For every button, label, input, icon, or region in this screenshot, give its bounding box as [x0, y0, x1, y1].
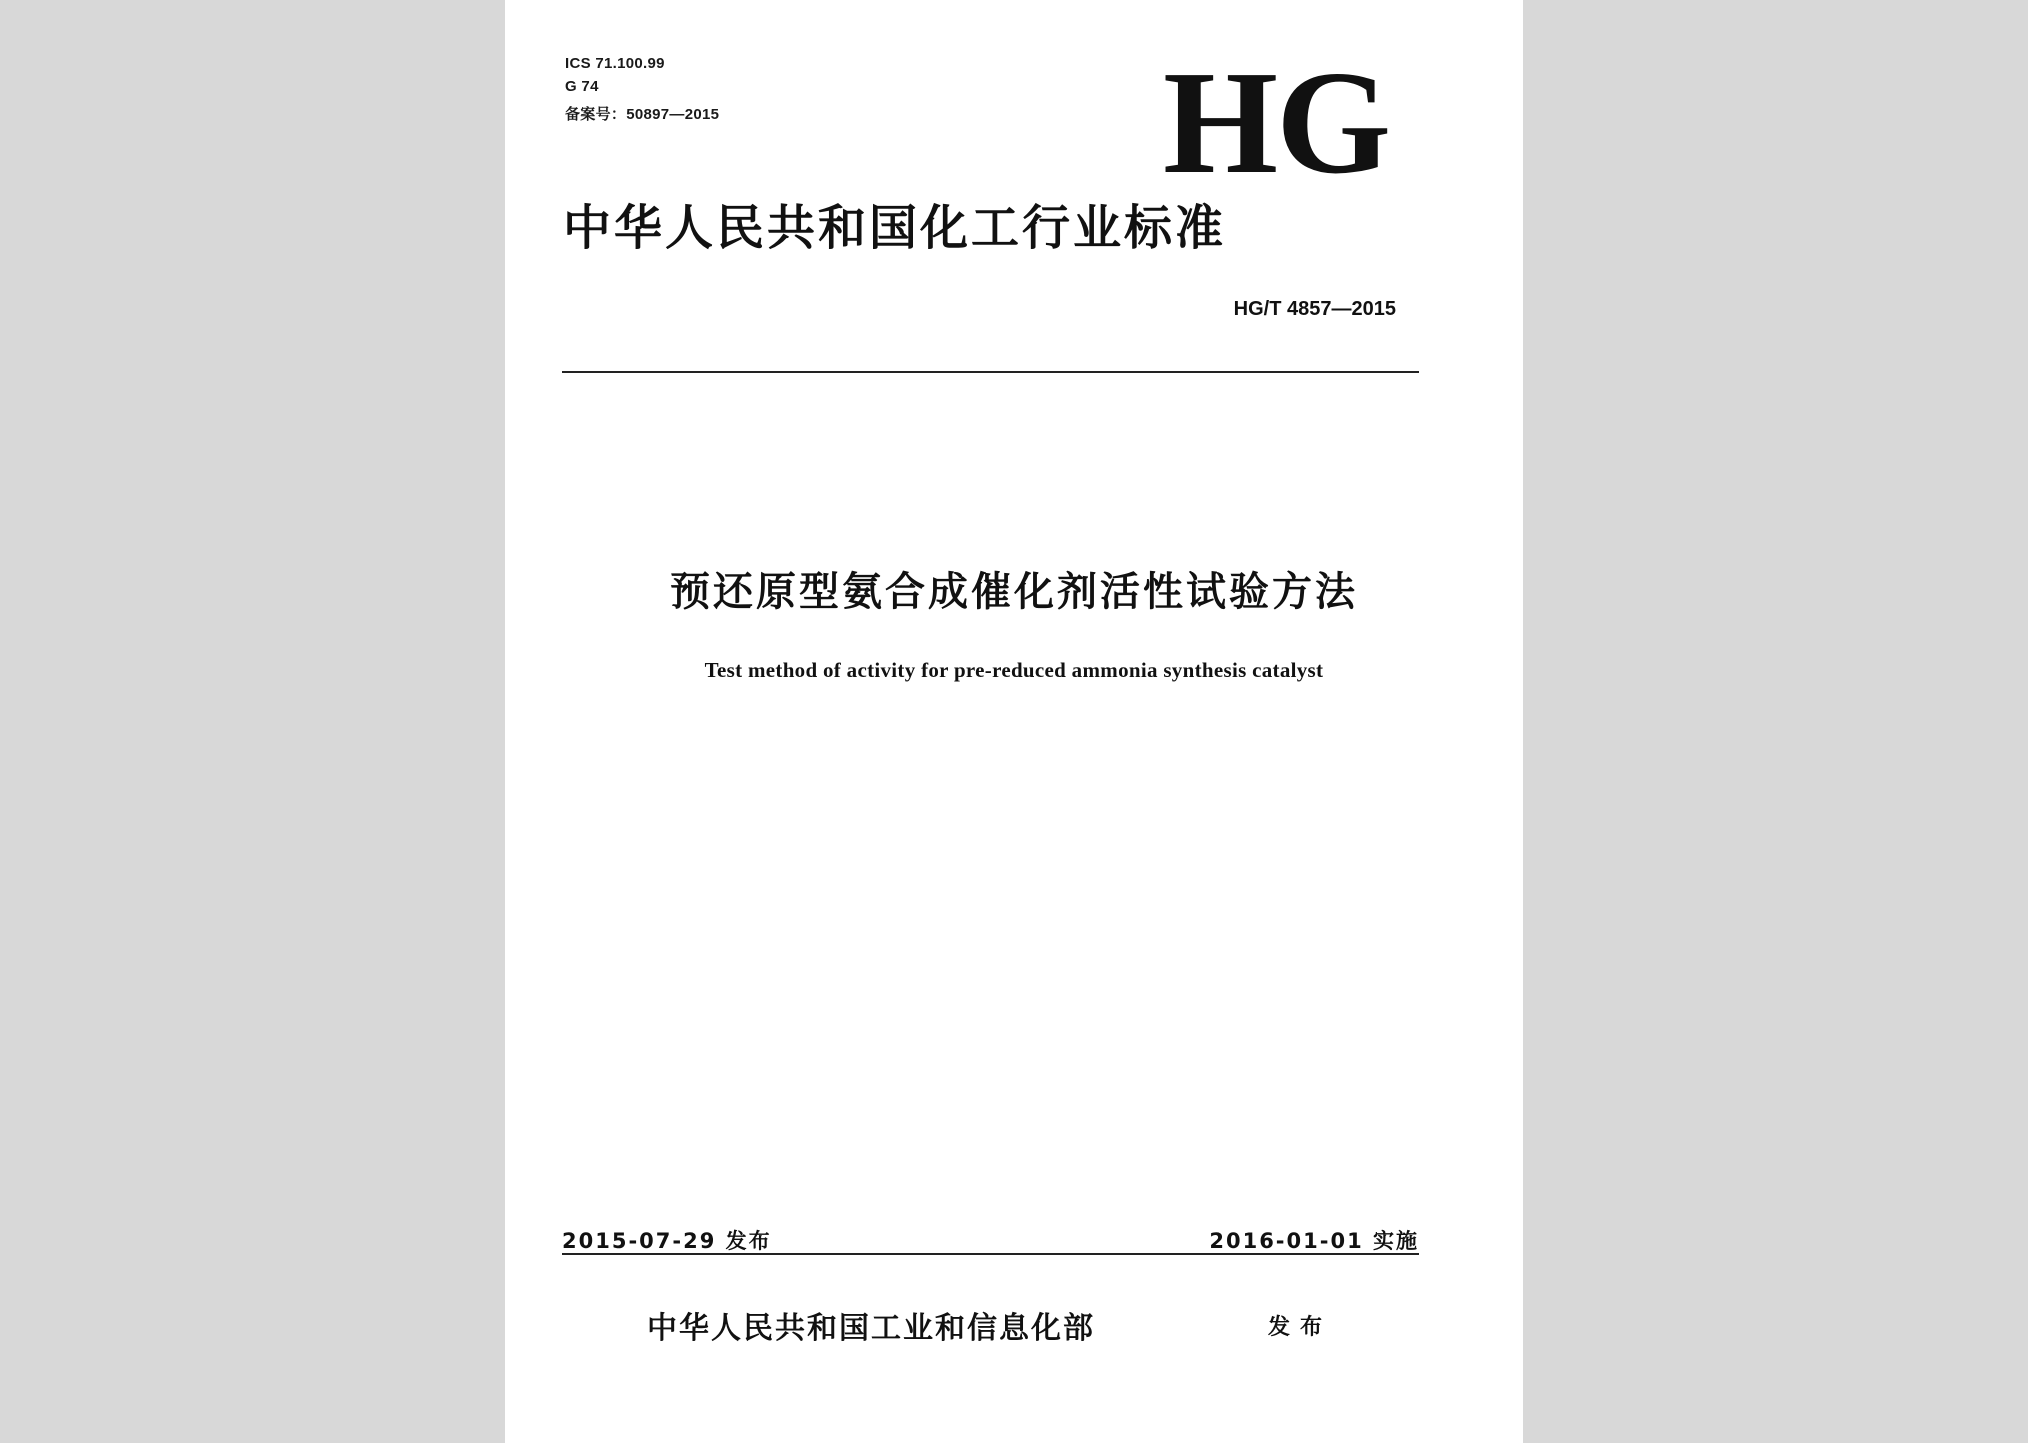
document-title-en: Test method of activity for pre-reduced ammonia synthesis catalyst [704, 658, 1324, 682]
ics-code: ICS 71.100.99 [565, 55, 665, 72]
classification-code: G 74 [565, 78, 599, 95]
document-page [505, 0, 1523, 1443]
publish-label: 发布 [1268, 1315, 1333, 1340]
effective-date: 2016-01-01 实施 [1209, 1229, 1419, 1253]
record-number: 备案号：50897—2015 [565, 106, 720, 123]
standard-title: 中华人民共和国化工行业标准 [563, 200, 1227, 256]
issue-date: 2015-07-29 发布 [562, 1229, 772, 1253]
standard-number: HG/T 4857—2015 [1233, 298, 1396, 320]
bottom-divider [562, 1253, 1419, 1255]
publisher-name: 中华人民共和国工业和信息化部 [647, 1311, 1095, 1346]
top-divider [562, 371, 1419, 373]
hg-logo: HG [1163, 41, 1390, 205]
document-title-cn: 预还原型氨合成催化剂活性试验方法 [670, 569, 1358, 615]
